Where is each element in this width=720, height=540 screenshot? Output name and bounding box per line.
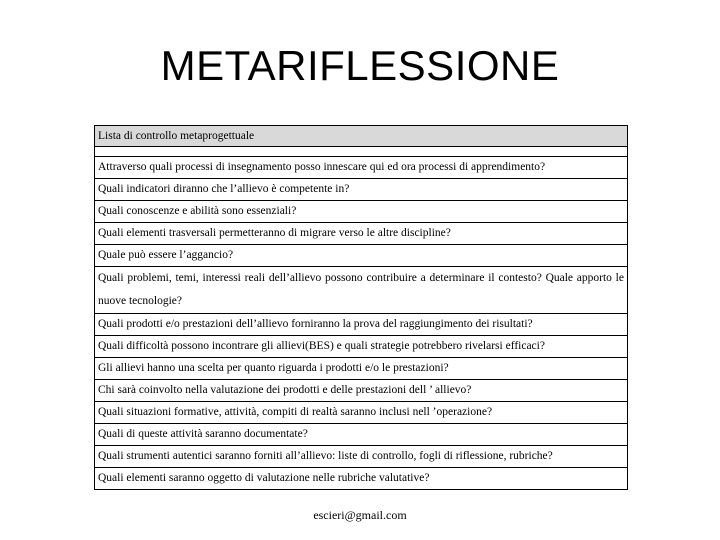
table-row: [95, 314, 628, 336]
checklist-table: [94, 125, 628, 490]
question-cell: Attraverso quali processi di insegnamento posso innescare qui ed ora processi di apprendimento?: [95, 157, 628, 179]
table-row: [95, 336, 628, 358]
table-row: [95, 157, 628, 179]
table-row: [95, 380, 628, 402]
table-header-row: [95, 126, 628, 147]
question-cell: Quali elementi saranno oggetto di valutazione nelle rubriche valutative?: [95, 468, 628, 490]
table-row: [95, 179, 628, 201]
page-title: METARIFLESSIONE: [160, 42, 560, 89]
question-cell: Gli allievi hanno una scelta per quanto riguarda i prodotti e/o le prestazioni?: [95, 358, 628, 380]
table-row: [95, 267, 628, 314]
table-spacer-row: [95, 147, 628, 157]
question-cell: Quali difficoltà possono incontrare gli allievi(BES) e quali strategie potrebbero rivelarsi efficaci?: [95, 336, 628, 358]
question-cell: Quali elementi trasversali permetteranno di migrare verso le altre discipline?: [95, 223, 628, 245]
footer-email: escieri@gmail.com: [313, 508, 407, 522]
question-cell: Chi sarà coinvolto nella valutazione dei prodotti e delle prestazioni dell ’ allievo?: [95, 380, 628, 402]
table-row: [95, 201, 628, 223]
table-row: [95, 468, 628, 490]
table-row: [95, 358, 628, 380]
table-spacer-cell: [95, 147, 628, 157]
question-cell: Quali prodotti e/o prestazioni dell’allievo forniranno la prova del raggiungimento dei risultati?: [95, 314, 628, 336]
table-row: [95, 424, 628, 446]
table-row: [95, 245, 628, 267]
question-cell: Quali conoscenze e abilità sono essenziali?: [95, 201, 628, 223]
table-row: [95, 402, 628, 424]
question-cell: Quali di queste attività saranno documentate?: [95, 424, 628, 446]
table-row: [95, 223, 628, 245]
question-cell: Quale può essere l’aggancio?: [95, 245, 628, 267]
table-header-cell: Lista di controllo metaprogettuale: [95, 126, 628, 147]
question-cell: Quali indicatori diranno che l’allievo è competente in?: [95, 179, 628, 201]
question-cell: Quali strumenti autentici saranno forniti all’allievo: liste di controllo, fogli di riflessione, rubriche?: [95, 446, 628, 468]
question-cell: Quali situazioni formative, attività, compiti di realtà saranno inclusi nell ’operazione?: [95, 402, 628, 424]
table-row: [95, 446, 628, 468]
question-cell: Quali problemi, temi, interessi reali dell’allievo possono contribuire a determinare il contesto? Quale apporto le nuove tecnologie?: [95, 267, 628, 314]
